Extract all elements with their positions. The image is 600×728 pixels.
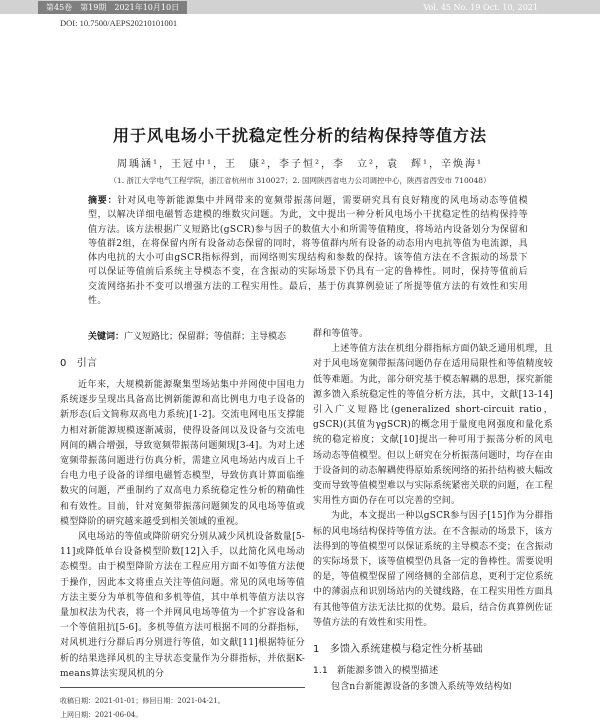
doi: DOI: 10.7500/AEPS20210101001 — [60, 18, 178, 28]
abstract — [88, 194, 528, 308]
received-date: 收稿日期：2021-01-01；修回日期：2021-04-21。 — [60, 697, 225, 705]
footnote — [60, 687, 305, 722]
paragraph: 近年来，大规模新能源聚集型场站集中并网使中国电力系统逐步呈现出具备高比例新能源和高比例电力电子设备的新形态(后文简称双高电力系统)[1-2]。交流电网电压支撑能力相对新能源规模逐渐减弱，使得设备间以及设备与交流电网间的耦合增强，导致宽频带振荡问题频现[3-4]。为对上述宽频带振荡问题进行仿真分析，需建立风电场站内成百上千台电力电子设备的详细电磁暂态模型，导致仿真计算面临维数灾的问题，严重制约了双高电力系统稳定性分析的精确性和有效性。目前，针对宽频带振荡问题频发的风电场等值或模型降阶的研究越来越受到相关领域的重视。 — [60, 380, 305, 527]
paragraph-continued: 群和等值等。 — [313, 329, 369, 339]
paper-title: 用于风电场小干扰稳定性分析的结构保持等值方法 — [112, 126, 487, 145]
keywords-text: 广义短路比；保留群；等值群；主导模态 — [124, 332, 287, 342]
paragraph: 风电场站的等值或降阶研究分别从减少风机设备数量[5-11]或降低单台设备模型阶数[12]入手，以此简化风电场动态模型。由于模型降阶方法在工程应用方面不如等值方法便于操作，因此本文将重点关注等值问题。常见的风电场等值方法主要分为单机等值和多机等值，其中单机等值方法以容量加权法为代表，将一个并网风电场等值为一个扩容设备和一个等值阻抗[5-6]。多机等值方法可根据不同的分群指标，对风机进行分群后再分别进行等值，如文献[11]根据特征分析的结果选择风机的主导状态变量作为分群指标，并依据K-means算法实现风机的分 — [60, 532, 305, 679]
journal-issue-en: Vol. 45 No. 19 Oct. 10, 2021 — [423, 3, 538, 12]
online-date: 上网日期：2021-06-04。 — [60, 711, 143, 719]
section-1-1-title: 1.1 新能源多馈入的模型描述 — [313, 666, 439, 677]
paragraph: 上述等值方法在机组分群指标方面仍缺乏通用机理，且对于风电场宽频带振荡问题仍存在适用局限性和等值精度较低等难题。为此，部分研究基于模态解耦的思想，探究新能源多馈入系统稳定性的等值分析方法，其中，文献[13-14]引入广义短路比(generalized short-circuit ratio，gSCR)(其值为γgSCR)的概念用于量度电网强度和量化系统的稳定裕度；文献[10]提出一种可用于振荡分析的风电场动态等值模型。但以上研究在分析振荡问题时，均存在由于设备间的动态解耦使得原始系统网络的拓扑结构被大幅改变而导致等值模型难以与实际系统紧密关联的问题，在工程实用性方面仍存在可以完善的空间。 — [313, 344, 553, 507]
affiliations: （1. 浙江大学电气工程学院，浙江省杭州市 310027；2. 国网陕西省电力公司调控中心，陕西省西安市 710048） — [109, 176, 491, 185]
right-column — [313, 327, 553, 695]
left-column — [60, 352, 305, 682]
abstract-label: 摘要： — [88, 196, 118, 206]
keywords-label: 关键词： — [88, 332, 125, 342]
section-1-title: 1 多馈入系统建模与稳定性分析基础 — [313, 644, 483, 656]
journal-issue-cn: 第45卷 第19期 2021年10月10日 — [38, 1, 187, 14]
section-0-title: 0 引言 — [60, 358, 98, 369]
abstract-text: 针对风电等新能源集中并网带来的宽频带振荡问题，需要研究具有良好精度的风电场动态等值模型，以解决详细电磁暂态建模的维数灾问题。为此，文中提出一种分析风电场小干扰稳定性的结构保持等值方法。该方法根据广义短路比(gSCR)参与因子的数值大小和所需等值精度，将场站内设备划分为保留和等值群2组，在将保留内所有设备动态保留的同时，将等值群内所有设备的动态用内电抗等值为电流源，具体内电抗的大小可由gSCR指标得到，而网络则实现结构和参数的保持。该等值方法在不含振动的场景下可以保证等值前后系统主导模态不变，在含振动的实际场景下仍具有一定的鲁棒性。同时，保持等值前后交流网络拓扑不变可以增强方法的工程实用性。最后，基于仿真算例验证了所提等值方法的有效性和实用性。 — [88, 196, 528, 307]
paragraph: 为此，本文提出一种以gSCR参与因子[15]作为分群指标的风电场结构保持等值方法。在不含振动的场景下，该方法得到的等值模型可以保证系统的主导模态不变；在含振动的实际场景下，该等值模型仍具备一定的鲁棒性。需要说明的是，等值模型保留了网络侧的全部信息，更利于定位系统中的薄弱点和识别场站内的关键线路，在工程实用性方面具有其他等值方法无法比拟的优势。最后，结合仿真算例佐证等值方法的有效性和实用性。 — [313, 511, 553, 628]
paragraph: 包含n台新能源设备的多馈入系统等效结构如 — [331, 682, 512, 693]
authors: 周瑀涵¹，王冠中¹，王 康²，李子恒²，李 立²，袁 辉¹，辛焕海¹ — [116, 159, 484, 170]
